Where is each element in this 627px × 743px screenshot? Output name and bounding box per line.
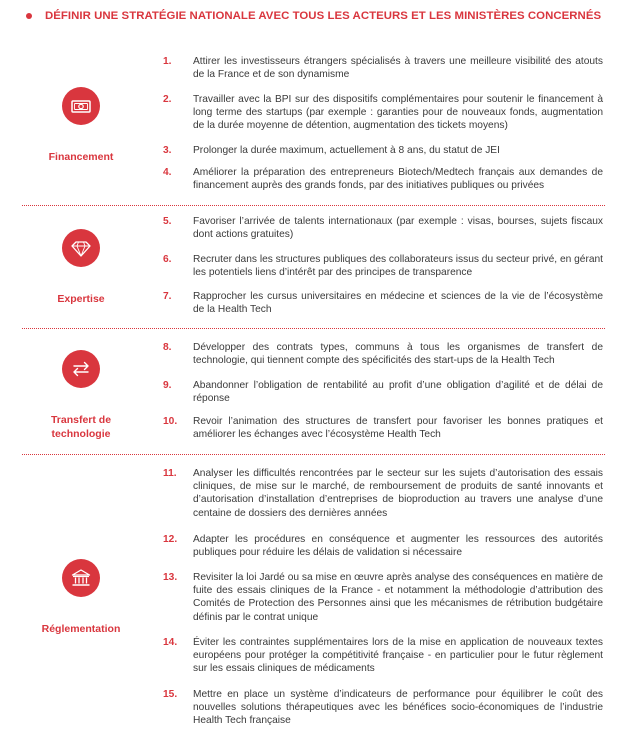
list-item [163,467,603,520]
item-text: Travailler avec la BPI sur des dispositifs complémentaires pour soutenir le financement à long terme des startups (par exemple : garanties pour de nouveaux fonds, augmentation de la durée moyenne de détention, augmentation des tickets moyens) [193,94,603,132]
institution-building-icon [62,559,100,597]
item-number: 2. [163,94,172,105]
item-text: Éviter les contraintes supplémentaires lors de la mise en application de nouveaux textes européens pour protéger la compétitivité française - en particulier pour le futur règlement sur les essais cliniques de médicaments [193,637,603,675]
list-item [163,341,603,367]
list-item [163,93,603,133]
money-bill-icon [62,87,100,125]
item-text: Revisiter la loi Jardé ou sa mise en œuvre après analyse des conséquences en matière de fuite des essais cliniques de la France - et notamment la méthodologie d’attribution des Comités de Protection des Personnes ainsi que les mécanismes de rétribution budgétaire définis par le contrat unique [193,572,603,623]
item-number: 14. [163,637,178,648]
category-transfert [22,350,140,441]
category-label: Financement [48,151,114,163]
item-text: Prolonger la durée maximum, actuellement à 8 ans, du statut de JEI [193,145,500,156]
section-divider [22,454,605,455]
category-reglementation [22,559,140,636]
list-item [163,144,603,157]
category-financement [22,87,140,164]
item-number: 15. [163,689,178,700]
category-expertise [22,229,140,306]
item-number: 3. [163,145,172,156]
transfer-arrows-icon [62,350,100,388]
item-number: 7. [163,291,172,302]
item-text: Adapter les procédures en conséquence et augmenter les ressources des autorités publiques pour réduire les délais de validation si nécessaire [193,534,603,559]
page-title: DÉFINIR UNE STRATÉGIE NATIONALE AVEC TOUS LES ACTEURS ET LES MINISTÈRES CONCERNÉS [45,10,602,22]
item-number: 11. [163,468,177,479]
item-text: Rapprocher les cursus universitaires en médecine et sciences de la vie de l’écosystème de la Health Tech [193,291,603,316]
list-item [163,290,603,316]
list-item [163,253,603,279]
item-text: Analyser les difficultés rencontrées par le secteur sur les sujets d’autorisation des essais cliniques, de mise sur le marché, de remboursement de produits de santé innovants et d’autorisation d’installation d’entreprises de bioproduction au travers une analyse d’une centaine de dossiers des dernières années [193,468,603,519]
section-divider [22,328,605,329]
list-item [163,415,603,441]
category-label: Réglementation [41,623,121,635]
section-divider [22,205,605,206]
item-text: Améliorer la préparation des entrepreneurs Biotech/Medtech français aux demandes de financement auprès des grands fonds, par des initiatives publiques ou privées [193,167,603,192]
item-text: Revoir l’animation des structures de transfert pour favoriser les bonnes pratiques et améliorer les échanges avec l’écosystème Health Tech [193,416,603,441]
diamond-icon [62,229,100,267]
category-label: Expertise [57,293,105,305]
item-number: 9. [163,380,172,391]
item-text: Mettre en place un système d’indicateurs de performance pour équilibrer le coût des nouvelles solutions thérapeutiques avec les bénéfices socio-économiques de l’industrie Health Tech française [193,689,603,727]
item-number: 4. [163,167,172,178]
list-item [163,688,603,728]
item-number: 13. [163,572,178,583]
item-number: 1. [163,56,172,67]
list-item [163,166,603,192]
list-item [163,55,603,81]
list-item [163,636,603,676]
item-number: 12. [163,534,178,545]
item-number: 5. [163,216,172,227]
section-header [26,10,601,22]
list-item [163,571,603,624]
list-item [163,215,603,241]
item-number: 8. [163,342,172,353]
item-text: Attirer les investisseurs étrangers spécialisés à travers une meilleure visibilité des atouts de la France et de son dynamisme [193,56,603,81]
category-label: Transfert de technologie [50,414,112,440]
item-number: 10. [163,416,178,427]
list-item [163,379,603,405]
item-text: Favoriser l’arrivée de talents internationaux (par exemple : visas, bourses, sujets fiscaux dont actions gratuites) [193,216,603,241]
list-item [163,533,603,559]
bullet-dot-icon [26,13,32,19]
item-number: 6. [163,254,172,265]
item-text: Recruter dans les structures publiques des collaborateurs issus du secteur privé, en gérant les potentiels liens d’intérêt par des principes de transparence [193,254,603,279]
item-text: Développer des contrats types, communs à tous les organismes de transfert de technologie, qui tiennent compte des spécificités des start-ups de la Health Tech [193,342,603,367]
item-text: Abandonner l’obligation de rentabilité au profit d’une obligation d’agilité et de délai de réponse [193,380,603,405]
